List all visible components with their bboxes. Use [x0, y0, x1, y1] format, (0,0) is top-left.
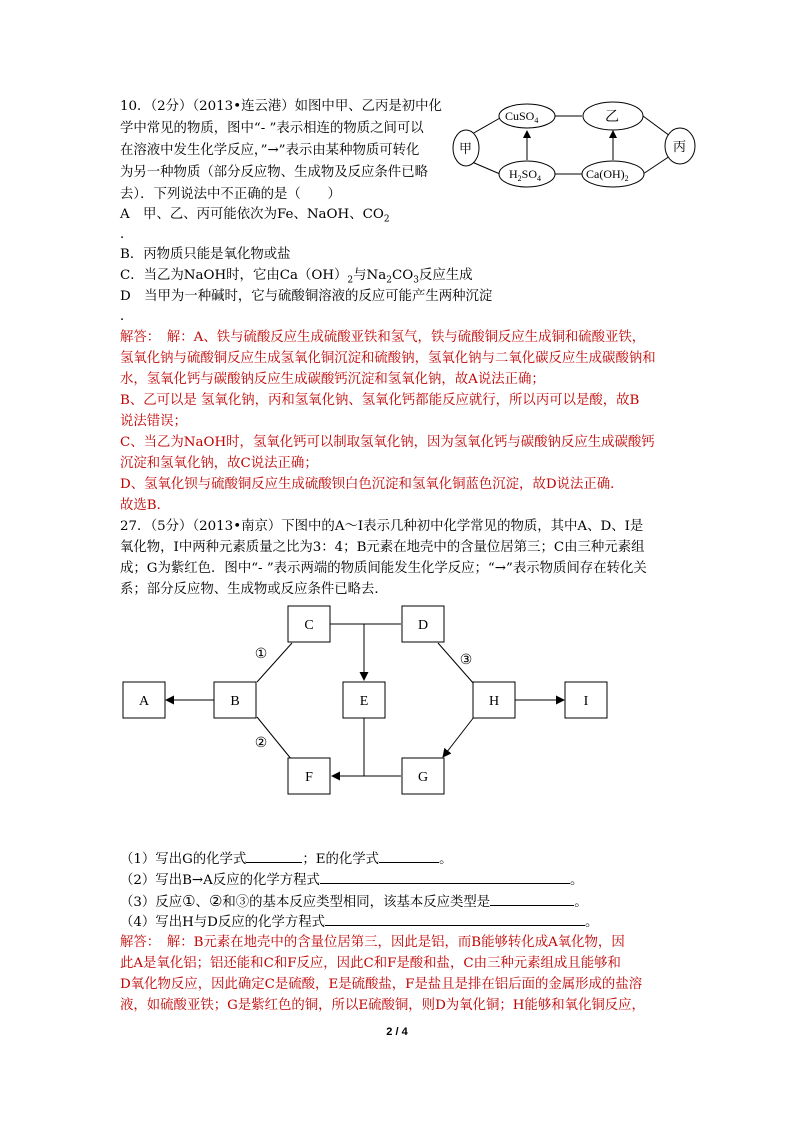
q27-diagram: [110, 600, 630, 840]
q10-answer-line-6: C、当乙为NaOH时，氢氧化钙可以制取氢氧化钠，因为氢氧化钙与碳酸钠反应生成碳酸钙: [120, 435, 655, 450]
q27-blank-b-to-a-equation[interactable]: [320, 871, 570, 884]
q10-answer-line-2: 氢氧化钠与硫酸铜反应生成氢氧化铜沉淀和硫酸钠，氢氧化钠与二氧化碳反应生成碳酸钠和: [120, 351, 656, 366]
svg-text:Ca(OH)2: $Ca(OH)_2$: [586, 167, 629, 183]
q10-answer-line-8: D、氢氧化钡与硫酸铜反应生成硫酸钡白色沉淀和氢氧化铜蓝色沉淀，故D说法正确．: [120, 477, 624, 492]
svg-text:I: I: [583, 694, 589, 709]
q27-line-3: 成；G为紫红色．图中“- ”表示两端的物质间能发生化学反应；“→”表示物质间存在转化关: [120, 561, 647, 576]
svg-text:E: E: [359, 694, 369, 709]
q27-blank-h-d-equation[interactable]: [325, 913, 585, 926]
svg-text:B: B: [230, 694, 240, 709]
svg-text:H2SO4: $H_2SO_4$: [509, 167, 542, 183]
q27-line-1: 27．（5分）（2013•南京）下图中的A～I表示几种初中化学常见的物质，其中A、D、I是: [120, 519, 644, 534]
svg-text:②: ②: [254, 736, 268, 751]
q10-line-3: 在溶液中发生化学反应，”→”表示由某种物质可转化: [120, 143, 420, 158]
q10-answer-line-4: B、乙可以是 氢氧化钠，丙和氢氧化钠、氢氧化钙都能反应就行，所以丙可以是酸，故B: [120, 393, 640, 408]
svg-text:A: A: [138, 694, 150, 709]
q10-line-1: 10．（2分）（2013•连云港）如图中甲、乙丙是初中化: [120, 99, 442, 114]
q10-option-a: A 甲、乙、丙可能依次为Fe、NaOH、$CO_2$: [120, 207, 390, 225]
q10-line-5: 去）．下列说法中不正确的是（ ）: [120, 187, 341, 202]
svg-text:H: H: [488, 694, 500, 709]
q27-line-4: 系；部分反应物、生成物或反应条件已略去．: [120, 582, 388, 597]
svg-text:D: D: [417, 618, 429, 633]
q10-option-c: C．当乙为NaOH时，它由$Ca(OH)_2$与$Na_2CO_3$反应生成: [120, 268, 473, 286]
page-number: 2 / 4: [386, 1026, 408, 1038]
q27-line-2: 氧化物，I中两种元素质量之比为3：4；B元素在地壳中的含量位居第三；C由三种元素组: [120, 540, 645, 555]
q10-answer-line-7: 沉淀和氢氧化钠，故C说法正确；: [120, 456, 318, 471]
q10-line-4: 为另一种物质（部分反应物、生成物及反应条件已略: [120, 165, 428, 180]
svg-text:CuSO4: CuSO$_4$: [505, 109, 539, 125]
q27-answer-line-3: D氧化物反应，因此确定C是硫酸，E是硫酸盐，F是盐且是排在铝后面的金属形成的盐溶: [120, 977, 643, 992]
q27-answer-line-2: 此A是氧化铝；铝还能和C和F反应，因此C和F是酸和盐，C由三种元素组成且能够和: [120, 956, 621, 971]
q10-option-d: D 当甲为一种碱时，它与硫酸铜溶液的反应可能产生两种沉淀: [120, 289, 493, 304]
svg-text:丙: 丙: [673, 139, 687, 154]
q10-dot-2: ．: [120, 309, 134, 324]
q27-blank-e-formula[interactable]: [379, 850, 439, 863]
svg-text:①: ①: [254, 647, 268, 662]
q27-blank-g-formula[interactable]: [246, 850, 302, 863]
svg-text:G: G: [417, 770, 429, 785]
svg-text:C: C: [304, 618, 314, 633]
q27-blank-reaction-type[interactable]: [490, 893, 574, 906]
q10-answer-line-9: 故选B．: [120, 498, 171, 513]
q10-answer-line-3: 水，氢氧化钙与碳酸钠反应生成碳酸钙沉淀和氢氧化钠，故A说法正确；: [120, 372, 545, 387]
q27-answer-line-1: 解答： 解：B元素在地壳中的含量位居第三，因此是铝，而B能够转化成A氧化物，因: [120, 935, 625, 950]
q10-dot-1: ．: [120, 227, 134, 242]
q10-diagram: [452, 100, 698, 190]
q27-sub-3: （3）反应①、②和③的基本反应类型相同，该基本反应类型是 。: [120, 892, 588, 910]
q10-option-b: B．丙物质只能是氧化物或盐: [120, 247, 291, 262]
q27-sub-2: （2）写出B→A反应的化学方程式 。: [120, 873, 584, 888]
svg-text:③: ③: [459, 653, 473, 668]
svg-text:F: F: [305, 770, 313, 785]
q10-line-2: 学中常见的物质，图中“- ”表示相连的物质之间可以: [120, 121, 424, 136]
svg-text:乙: 乙: [605, 110, 619, 125]
svg-text:甲: 甲: [459, 141, 473, 156]
q27-answer-line-4: 液，如硫酸亚铁；G是紫红色的铜，所以E硫酸铜，则D为氧化铜；H能够和氧化铜反应，: [120, 998, 645, 1013]
q10-answer-line-5: 说法错误；: [120, 414, 187, 429]
q27-sub-4: （4）写出H与D反应的化学方程式 。: [120, 915, 599, 930]
q27-sub-1: （1）写出G的化学式 ；E的化学式 。: [120, 852, 453, 867]
q10-answer-line-1: 解答： 解：A、铁与硫酸反应生成硫酸亚铁和氢气，铁与硫酸铜反应生成铜和硫酸亚铁，: [120, 330, 646, 345]
